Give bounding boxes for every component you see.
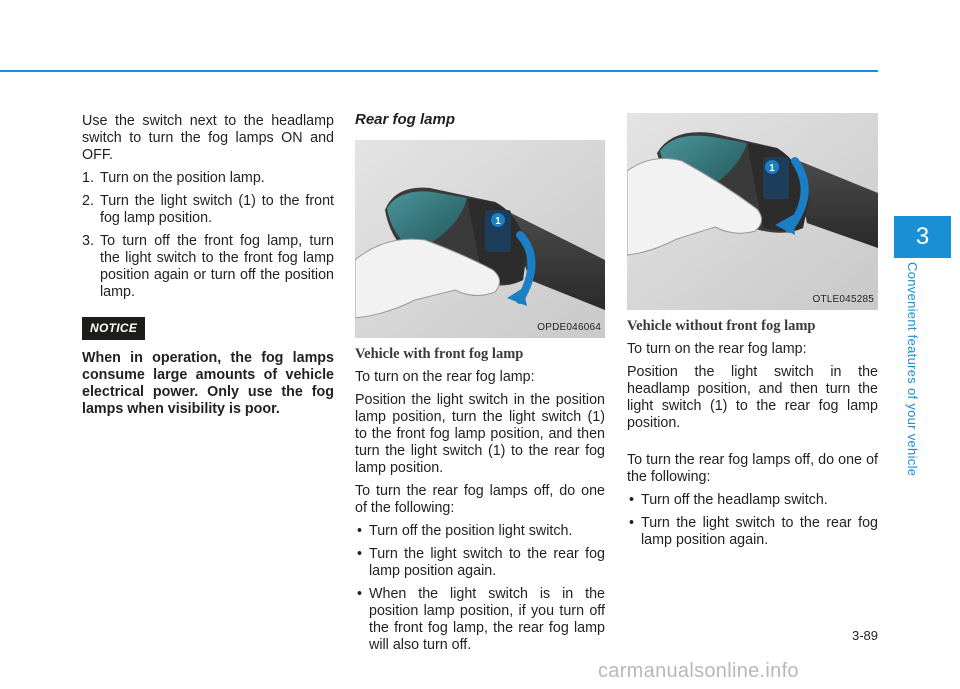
left-column (82, 113, 334, 418)
watermark: carmanualsonline.info (598, 660, 799, 682)
para-turn-off: To turn the rear fog lamps off, do one of the following: (627, 452, 878, 485)
para-instructions: Position the light switch in the position lamp position, turn the light switch (1) to the front fog lamp position, and then turn the light switch (1) to the rear fog lamp position. (355, 392, 605, 476)
bullet-list (355, 523, 605, 654)
para-turn-off: To turn the rear fog lamps off, do one of the following: (355, 483, 605, 516)
step-text: Turn the light switch (1) to the front fog lamp position. (100, 193, 334, 226)
list-item: • Turn off the position light switch. (357, 523, 573, 539)
para-turn-on: To turn on the rear fog lamp: (627, 341, 807, 357)
bullet-text: Turn the light switch to the rear fog lamp position again. (641, 515, 878, 548)
bullet-text: When the light switch is in the position lamp position, if you turn off the front fog lamp, the rear fog lamp will also turn off. (369, 586, 605, 653)
step-number: 1. (82, 170, 94, 186)
list-item: • When the light switch is in the position lamp position, if you turn off the front fog lamp, the rear fog lamp will also turn off. (357, 586, 605, 653)
step-item (82, 193, 334, 227)
figure-code: OPDE046064 (537, 322, 601, 333)
steps-list (82, 170, 334, 301)
para-turn-on: To turn on the rear fog lamp: (355, 369, 535, 385)
figure-code: OTLE045285 (812, 294, 874, 305)
list-item: • Turn the light switch to the rear fog lamp position again. (357, 546, 605, 579)
bullet-text: Turn off the headlamp switch. (641, 492, 828, 508)
subheading-no-front-fog: Vehicle without front fog lamp (627, 318, 816, 334)
figure-front-fog-switch (355, 140, 605, 338)
middle-column (355, 111, 605, 660)
notice-badge: NOTICE (82, 317, 145, 340)
para-instructions: Position the light switch in the headlamp position, and then turn the light switch (1) to the rear fog lamp position. (627, 364, 878, 431)
notice-text: When in operation, the fog lamps consume large amounts of vehicle electrical power. Only use the fog lamps when visibility is poor. (82, 350, 334, 417)
step-text: To turn off the front fog lamp, turn the light switch to the front fog lamp position again or turn off the position lamp. (100, 233, 334, 300)
page-number: 3-89 (851, 628, 878, 643)
chapter-title: Convenient features of your vehicle (905, 262, 920, 477)
figure-rear-fog-switch (627, 113, 878, 310)
step-item (82, 170, 334, 187)
switch-stalk-illustration (627, 113, 878, 310)
header-rule (0, 70, 878, 72)
step-number: 2. (82, 193, 94, 209)
chapter-tab: 3 (894, 216, 951, 258)
figure-callout: 1 (495, 216, 501, 227)
bullet-text: Turn the light switch to the rear fog lamp position again. (369, 546, 605, 579)
step-number: 3. (82, 233, 94, 249)
step-item (82, 233, 334, 301)
right-column (627, 113, 878, 555)
list-item: • Turn the light switch to the rear fog lamp position again. (629, 515, 878, 548)
bullet-text: Turn off the position light switch. (369, 523, 573, 539)
switch-stalk-illustration (355, 140, 605, 338)
figure-callout: 1 (769, 163, 775, 174)
intro-text: Use the switch next to the headlamp switch to turn the fog lamps ON and OFF. (82, 113, 334, 163)
step-text: Turn on the position lamp. (100, 170, 265, 186)
list-item: • Turn off the headlamp switch. (629, 492, 828, 508)
bullet-list (627, 492, 878, 549)
subheading-front-fog: Vehicle with front fog lamp (355, 346, 524, 362)
section-title: Rear fog lamp (355, 111, 456, 128)
